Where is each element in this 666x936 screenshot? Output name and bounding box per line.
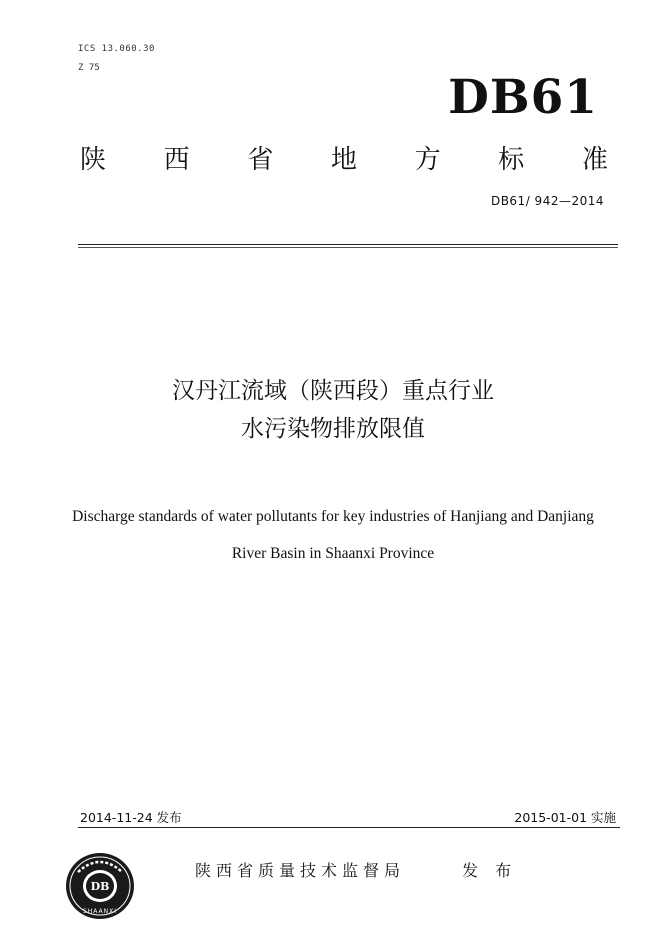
english-title-line-1: Discharge standards of water pollutants for key industries of Hanjiang and Danjiang: [72, 508, 594, 525]
publisher-name: 陕西省质量技术监督局: [195, 861, 406, 880]
implementation-date: 2015-01-01 实施: [514, 810, 616, 825]
standard-type-heading: [80, 139, 608, 176]
standard-type-char: 省: [247, 145, 274, 175]
standard-code-large: DB61: [448, 70, 598, 125]
standard-type-char: 方: [414, 145, 441, 175]
chinese-title-line-1: 汉丹江流域（陕西段）重点行业: [172, 378, 494, 404]
seal-logo-icon: [64, 850, 136, 922]
standard-type-char: 地: [330, 145, 357, 175]
english-title: [0, 498, 666, 572]
chinese-title: [0, 372, 666, 448]
chinese-title-line-2: 水污染物排放限值: [241, 416, 425, 442]
standard-type-char: 陕: [80, 145, 107, 175]
standard-type-char: 准: [581, 145, 608, 175]
issue-date: 2014-11-24 发布: [80, 810, 182, 825]
standard-number: DB61/ 942—2014: [490, 194, 604, 208]
ics-code: ICS 13.060.30: [78, 44, 155, 54]
header-divider: [78, 244, 618, 248]
standard-type-char: 西: [163, 145, 190, 175]
footer-divider: [78, 827, 620, 828]
publish-label: 发 布: [462, 861, 518, 880]
standard-type-char: 标: [498, 145, 525, 175]
seal-lettering: SHAANXI: [82, 908, 118, 915]
english-title-line-2: River Basin in Shaanxi Province: [231, 545, 435, 562]
svg-text:DB: DB: [90, 880, 110, 893]
ccs-code: Z 75: [78, 63, 100, 73]
